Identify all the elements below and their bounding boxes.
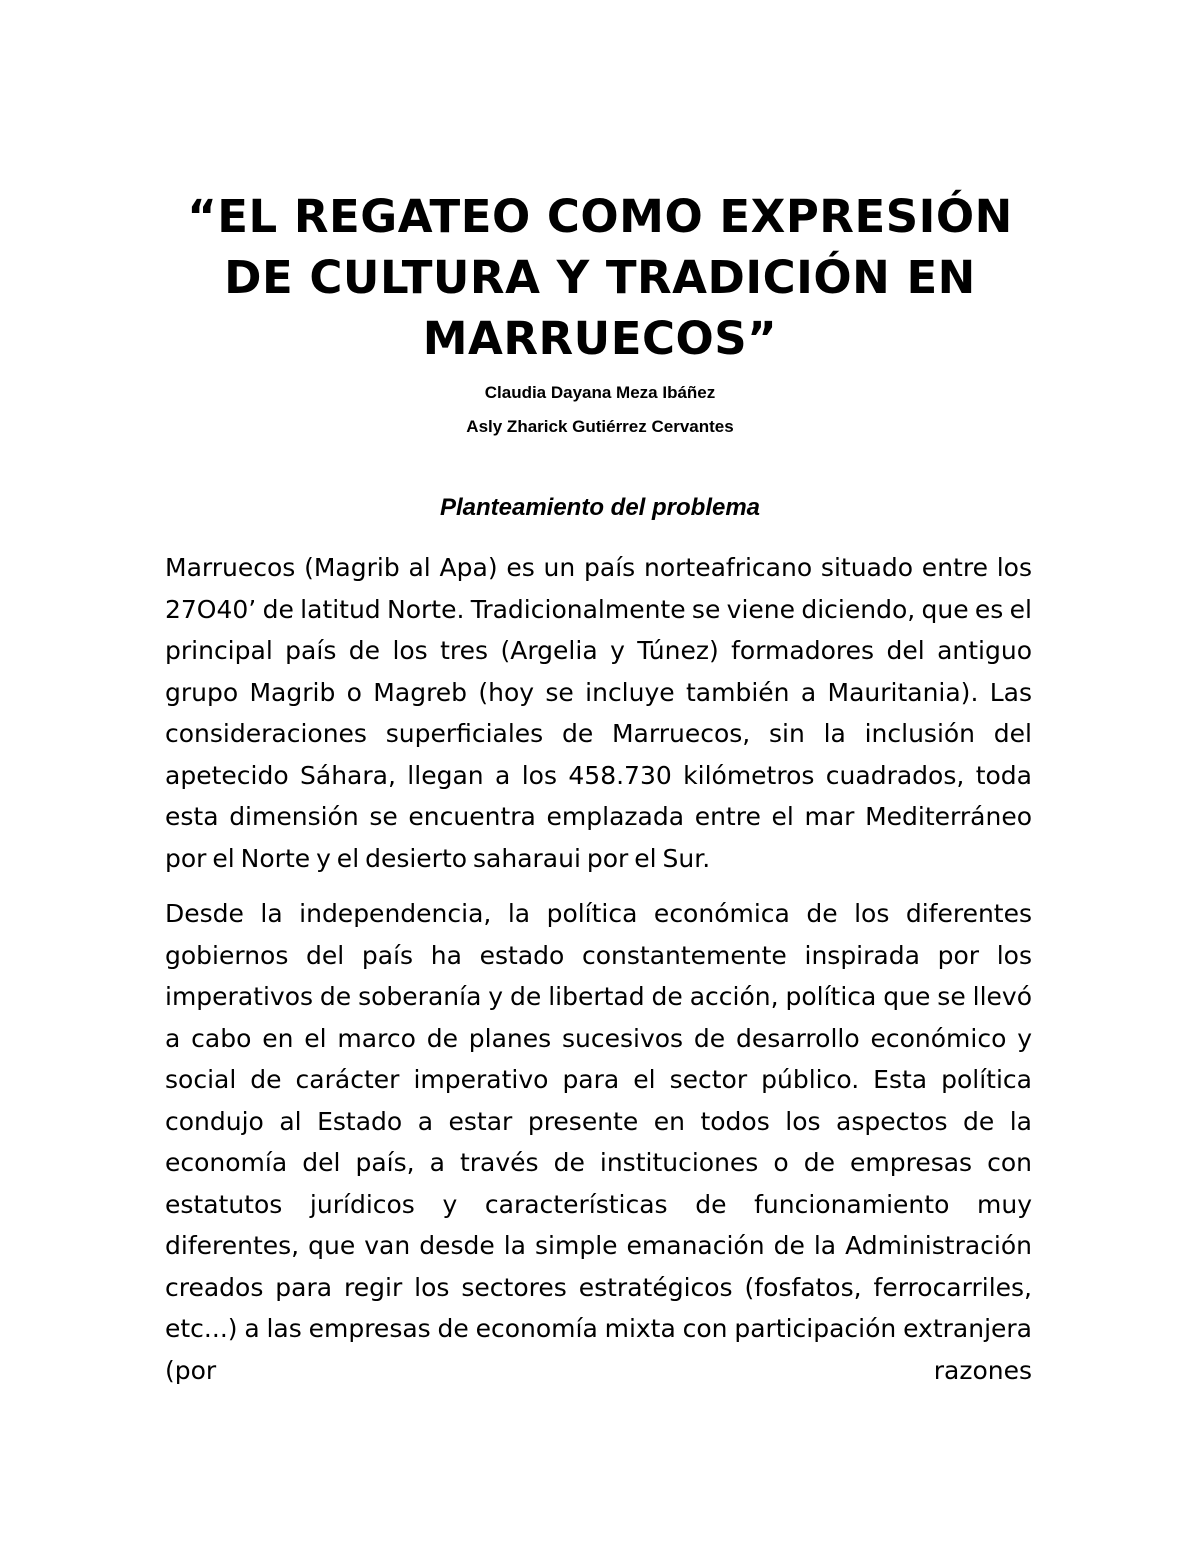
title-line: MARRUECOS” xyxy=(422,312,778,365)
title-line: DE CULTURA Y TRADICIÓN EN xyxy=(224,251,976,304)
title-line: “EL REGATEO COMO EXPRESIÓN xyxy=(187,190,1013,243)
body-paragraph: Desde la independencia, la política económica de los diferentes gobiernos del país ha estado constantemente inspirada por los imperativos de soberanía y de libertad de acción, política que se llevó a cabo en el marco de planes sucesivos de desarrollo económico y social de carácter imperativo para el sector público. Esta política condujo al Estado a estar presente en todos los aspectos de la economía del país, a través de instituciones o de empresas con estatutos jurídicos y características de funcionamiento muy diferentes, que van desde la simple emanación de la Administración creados para regir los sectores estratégicos (fosfatos, ferrocarriles, etc...) a las empresas de economía mixta con participación extranjera (por razones xyxy=(165,899,1032,1385)
author-name: Claudia Dayana Meza Ibáñez xyxy=(484,383,716,402)
document-title xyxy=(120,186,1080,369)
author-name: Asly Zharick Gutiérrez Cervantes xyxy=(466,417,734,436)
author-list xyxy=(300,376,900,444)
section-heading: Planteamiento del problema xyxy=(439,494,761,521)
body-paragraph: Marruecos (Magrib al Apa) es un país norteafricano situado entre los 27O40’ de latitud Norte. Tradicionalmente se viene diciendo, que es el principal país de los tres (Argelia y Túnez) formadores del antiguo grupo Magrib o Magreb (hoy se incluye también a Mauritania). Las consideraciones superficiales de Marruecos, sin la inclusión del apetecido Sáhara, llegan a los 458.730 kilómetros cuadrados, toda esta dimensión se encuentra emplazada entre el mar Mediterráneo por el Norte y el desierto saharaui por el Sur. xyxy=(165,553,1032,873)
